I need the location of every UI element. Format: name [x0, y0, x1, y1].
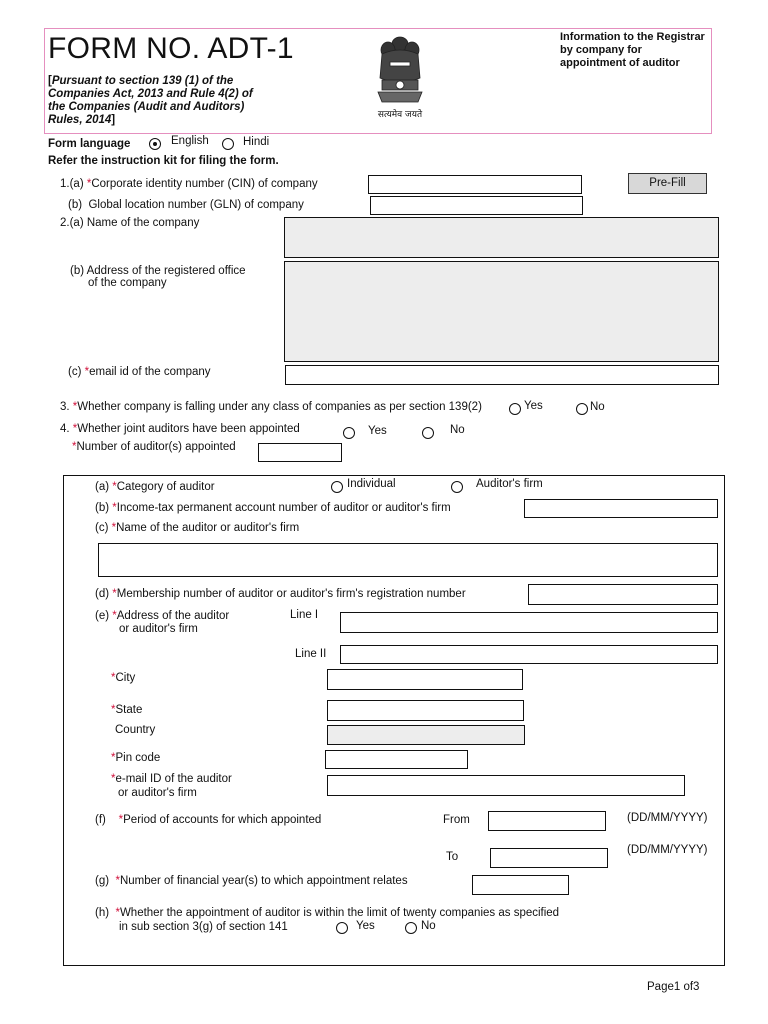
membership-number-input[interactable]	[528, 584, 718, 605]
period-from-label: From	[443, 814, 470, 826]
period-from-format: (DD/MM/YYYY)	[627, 812, 708, 824]
required-mark: *	[86, 178, 92, 190]
auditor-d-number: (d)	[95, 588, 110, 600]
auditor-f-number: (f)	[95, 814, 106, 826]
financial-years-label	[95, 875, 408, 888]
auditor-d-text: Membership number of auditor or auditor's firm's registration number	[116, 588, 466, 600]
auditor-name-label	[95, 522, 299, 535]
auditor-a-text: Category of auditor	[116, 481, 215, 493]
period-to-input[interactable]	[490, 848, 608, 868]
required-mark: *	[112, 502, 117, 514]
q3-yes-radio[interactable]	[509, 403, 521, 415]
q4-text: Whether joint auditors have been appointed	[77, 423, 300, 435]
period-to-label: To	[446, 851, 459, 863]
address-line2-input[interactable]	[340, 645, 718, 664]
auditor-h-number: (h)	[95, 907, 110, 919]
company-email-input[interactable]	[285, 365, 719, 385]
state-text: State	[115, 704, 143, 716]
auditor-email-label-line2: or auditor's firm	[118, 787, 197, 799]
twenty-companies-no-radio[interactable]	[405, 922, 417, 934]
header-info: Information to the Registrar by company for appointment of auditor	[560, 31, 705, 69]
pursuant-note	[48, 75, 268, 127]
required-mark: *	[118, 814, 124, 826]
required-mark: *	[115, 907, 120, 919]
auditor-pan-input[interactable]	[524, 499, 718, 518]
q2b-label-line2: of the company	[88, 277, 167, 289]
twenty-companies-yes-radio[interactable]	[336, 922, 348, 934]
category-individual-radio[interactable]	[331, 481, 343, 493]
auditor-email-label	[111, 773, 232, 786]
auditor-a-number: (a)	[95, 481, 110, 493]
auditor-e-number: (e)	[95, 610, 110, 622]
registered-office-address-field	[284, 261, 719, 362]
q3-number: 3.	[60, 401, 70, 413]
q3-text: Whether company is falling under any class of companies as per section 139(2)	[77, 401, 482, 413]
auditor-g-text: Number of financial year(s) to which appointment relates	[119, 875, 408, 887]
auditor-b-number: (b)	[95, 502, 110, 514]
auditor-c-text: Name of the auditor or auditor's firm	[116, 522, 300, 534]
twenty-companies-label	[95, 907, 559, 920]
auditor-address-label-line2: or auditor's firm	[119, 623, 198, 635]
state-label	[111, 704, 142, 717]
required-mark: *	[111, 752, 116, 764]
financial-years-input[interactable]	[472, 875, 569, 895]
form-language-label: Form language	[48, 138, 131, 150]
address-line2-label: Line II	[295, 648, 327, 660]
auditor-email-input[interactable]	[327, 775, 685, 796]
language-hindi-label: Hindi	[243, 136, 270, 148]
auditor-address-label	[95, 610, 229, 623]
twenty-companies-yes-label: Yes	[356, 920, 375, 932]
q1b-number: (b)	[68, 199, 83, 211]
required-mark: *	[72, 441, 77, 453]
pursuant-close-bracket: ]	[111, 114, 116, 126]
q2a-label: 2.(a) Name of the company	[60, 217, 200, 229]
category-firm-radio[interactable]	[451, 481, 463, 493]
category-individual-label: Individual	[347, 478, 396, 490]
twenty-companies-no-label: No	[421, 920, 436, 932]
required-mark: *	[111, 522, 117, 534]
auditor-email-text: e-mail ID of the auditor	[115, 773, 232, 785]
prefill-button[interactable]: Pre-Fill	[628, 173, 707, 194]
q1a-text: Corporate identity number (CIN) of company	[91, 178, 318, 190]
country-field	[327, 725, 525, 745]
q1b-label	[68, 199, 304, 212]
address-line1-label: Line I	[290, 609, 319, 621]
form-title: FORM NO. ADT-1	[48, 32, 294, 65]
pin-code-input[interactable]	[325, 750, 468, 769]
category-firm-label: Auditor's firm	[476, 478, 543, 490]
address-line1-input[interactable]	[340, 612, 718, 633]
required-mark: *	[115, 875, 120, 887]
auditor-count-input[interactable]	[258, 443, 342, 462]
q2b-label-line1: (b) Address of the registered office	[70, 265, 246, 277]
q2c-label	[68, 366, 211, 379]
joint-auditors-no-radio[interactable]	[422, 427, 434, 439]
auditor-category-label	[95, 481, 215, 494]
joint-auditors-no-label: No	[450, 424, 465, 436]
language-english-label: English	[171, 135, 209, 147]
auditor-count-label	[72, 441, 236, 454]
auditor-count-text: Number of auditor(s) appointed	[76, 441, 236, 453]
cin-input[interactable]	[368, 175, 582, 194]
q1a-number: 1.(a)	[60, 178, 84, 190]
state-input[interactable]	[327, 700, 524, 721]
required-mark: *	[72, 401, 78, 413]
required-mark: *	[72, 423, 78, 435]
instruction-text: Refer the instruction kit for filing the form.	[48, 155, 279, 167]
emblem-motto: सत्यमेव जयते	[377, 110, 423, 120]
joint-auditors-yes-radio[interactable]	[343, 427, 355, 439]
twenty-companies-label-line2: in sub section 3(g) of section 141	[119, 921, 288, 933]
q2c-number: (c)	[68, 366, 82, 378]
pursuant-text: Pursuant to section 139 (1) of the Companies Act, 2013 and Rule 4(2) of the Companies (Audit and Auditors) Rules, 2014	[48, 75, 253, 126]
pursuant-open-bracket: [	[48, 75, 52, 87]
auditor-name-input[interactable]	[98, 543, 718, 577]
required-mark: *	[112, 610, 117, 622]
pin-code-label	[111, 752, 160, 765]
required-mark: *	[84, 366, 90, 378]
auditor-c-number: (c)	[95, 522, 109, 534]
q1a-label	[60, 178, 318, 191]
period-from-input[interactable]	[488, 811, 606, 831]
auditor-e-text-line1: Address of the auditor	[116, 610, 230, 622]
auditor-h-text: Whether the appointment of auditor is within the limit of twenty companies as specified	[119, 907, 560, 919]
period-label	[95, 814, 321, 827]
auditor-b-text: Income-tax permanent account number of auditor or auditor's firm	[116, 502, 451, 514]
q2c-text: email id of the company	[89, 366, 211, 378]
q4-label	[60, 423, 300, 436]
q3-no-label: No	[590, 401, 605, 413]
language-english-radio[interactable]	[149, 138, 161, 150]
radio-selected-dot	[153, 142, 157, 146]
required-mark: *	[111, 704, 116, 716]
q1b-text: Global location number (GLN) of company	[88, 199, 304, 211]
q3-yes-label: Yes	[524, 400, 543, 412]
company-name-field	[284, 217, 719, 258]
required-mark: *	[111, 672, 116, 684]
auditor-g-number: (g)	[95, 875, 110, 887]
auditor-pan-label	[95, 502, 451, 515]
auditor-f-text: Period of accounts for which appointed	[123, 814, 322, 826]
city-input[interactable]	[327, 669, 523, 690]
required-mark: *	[112, 481, 117, 493]
page-number: Page1 of3	[647, 981, 700, 993]
required-mark: *	[112, 588, 117, 600]
city-text: City	[115, 672, 136, 684]
membership-number-label	[95, 588, 466, 601]
country-label: Country	[115, 724, 156, 736]
language-hindi-radio[interactable]	[222, 138, 234, 150]
joint-auditors-yes-label: Yes	[368, 425, 387, 437]
pin-code-text: Pin code	[115, 752, 161, 764]
required-mark: *	[111, 773, 116, 785]
gln-input[interactable]	[370, 196, 583, 215]
q3-no-radio[interactable]	[576, 403, 588, 415]
period-to-format: (DD/MM/YYYY)	[627, 844, 708, 856]
q4-number: 4.	[60, 423, 70, 435]
q3-label	[60, 401, 482, 414]
national-emblem-icon	[368, 32, 432, 124]
city-label	[111, 672, 135, 685]
